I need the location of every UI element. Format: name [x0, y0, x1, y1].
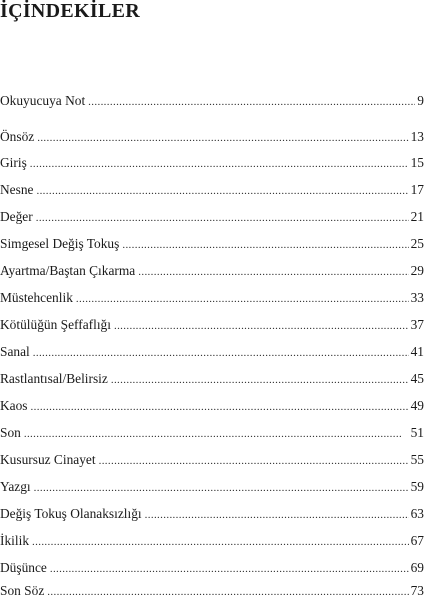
dot-leader: [76, 290, 409, 308]
toc-entry-page: 25: [410, 236, 424, 251]
toc-entry-title: Okuyucuya Not: [0, 93, 86, 108]
dot-leader: [138, 263, 408, 281]
page-title: İÇİNDEKİLER: [0, 0, 140, 22]
toc-entry[interactable]: [0, 262, 424, 280]
toc-entry-title: Değer: [0, 209, 33, 224]
toc-entry-page: 33: [410, 290, 424, 305]
toc-entry-page: 69: [410, 560, 424, 575]
toc-entry[interactable]: [0, 343, 424, 361]
dot-leader: [31, 398, 409, 416]
toc-entry-title: Rastlantısal/Belirsiz: [0, 371, 108, 386]
toc-entry[interactable]: [0, 181, 424, 199]
dot-leader: [33, 344, 409, 362]
toc-entry[interactable]: [0, 316, 424, 334]
toc-entry-page: 13: [410, 129, 424, 144]
toc-entry[interactable]: [0, 154, 424, 172]
toc-entry-title: Kötülüğün Şeffaflığı: [0, 317, 111, 332]
toc-entry-title: Değiş Tokuş Olanaksızlığı: [0, 506, 142, 521]
toc-entry-title: Sanal: [0, 344, 30, 359]
toc-entry-page: 55: [410, 452, 424, 467]
toc-entry-title: Nesne: [0, 182, 34, 197]
toc-entry[interactable]: [0, 532, 424, 550]
dot-leader: [88, 93, 415, 111]
toc-entry-page: 37: [410, 317, 424, 332]
toc-entry[interactable]: [0, 208, 424, 226]
dot-leader: [30, 155, 409, 173]
dot-leader: [34, 479, 409, 497]
dot-leader: [99, 452, 409, 470]
toc-entry-title: Simgesel Değiş Tokuş: [0, 236, 120, 251]
dot-leader: [32, 533, 409, 551]
dot-leader: [47, 583, 408, 601]
toc-entry[interactable]: [0, 505, 424, 523]
toc-entry[interactable]: [0, 424, 424, 442]
toc-entry-page: 51: [410, 425, 424, 440]
dot-leader: [24, 425, 409, 443]
dot-leader: [36, 209, 409, 227]
toc-entry[interactable]: [0, 397, 424, 415]
toc-entry[interactable]: [0, 559, 424, 577]
toc-entry-title: Kaos: [0, 398, 28, 413]
toc-entry-page: 21: [410, 209, 424, 224]
toc-entry-title: Giriş: [0, 155, 27, 170]
dot-leader: [111, 371, 409, 389]
toc-entry-title: Son Söz: [0, 583, 45, 598]
dot-leader: [114, 317, 409, 335]
toc-entry-page: 29: [410, 263, 424, 278]
toc-entry[interactable]: [0, 289, 424, 307]
toc-entry[interactable]: [0, 370, 424, 388]
toc-entry-title: Kusursuz Cinayet: [0, 452, 96, 467]
toc-entry[interactable]: [0, 451, 424, 469]
toc-entry-page: 15: [410, 155, 424, 170]
toc-entry[interactable]: [0, 128, 424, 146]
toc-entry-title: Müstehcenlik: [0, 290, 73, 305]
toc-entry-page: 73: [410, 583, 424, 598]
dot-leader: [145, 506, 409, 524]
toc-entry-page: 9: [417, 93, 424, 108]
toc-entry-title: Yazgı: [0, 479, 31, 494]
dot-leader: [37, 129, 408, 147]
toc-entry-title: İkilik: [0, 533, 30, 548]
dot-leader: [50, 560, 409, 578]
toc-entry-title: Son: [0, 425, 21, 440]
toc-entry[interactable]: [0, 582, 424, 600]
toc-entry[interactable]: [0, 235, 424, 253]
toc-entry[interactable]: [0, 92, 424, 110]
dot-leader: [36, 182, 408, 200]
toc-entry-page: 59: [410, 479, 424, 494]
toc-entry-page: 67: [410, 533, 424, 548]
toc-entry-title: Önsöz: [0, 129, 35, 144]
toc-entry-page: 17: [410, 182, 424, 197]
toc-entry-page: 63: [410, 506, 424, 521]
toc-entry-page: 45: [410, 371, 424, 386]
toc-entry[interactable]: [0, 478, 424, 496]
dot-leader: [122, 236, 408, 254]
toc-entry-title: Düşünce: [0, 560, 47, 575]
toc-entry-page: 41: [410, 344, 424, 359]
toc-entry-title: Ayartma/Baştan Çıkarma: [0, 263, 136, 278]
toc-entry-page: 49: [410, 398, 424, 413]
